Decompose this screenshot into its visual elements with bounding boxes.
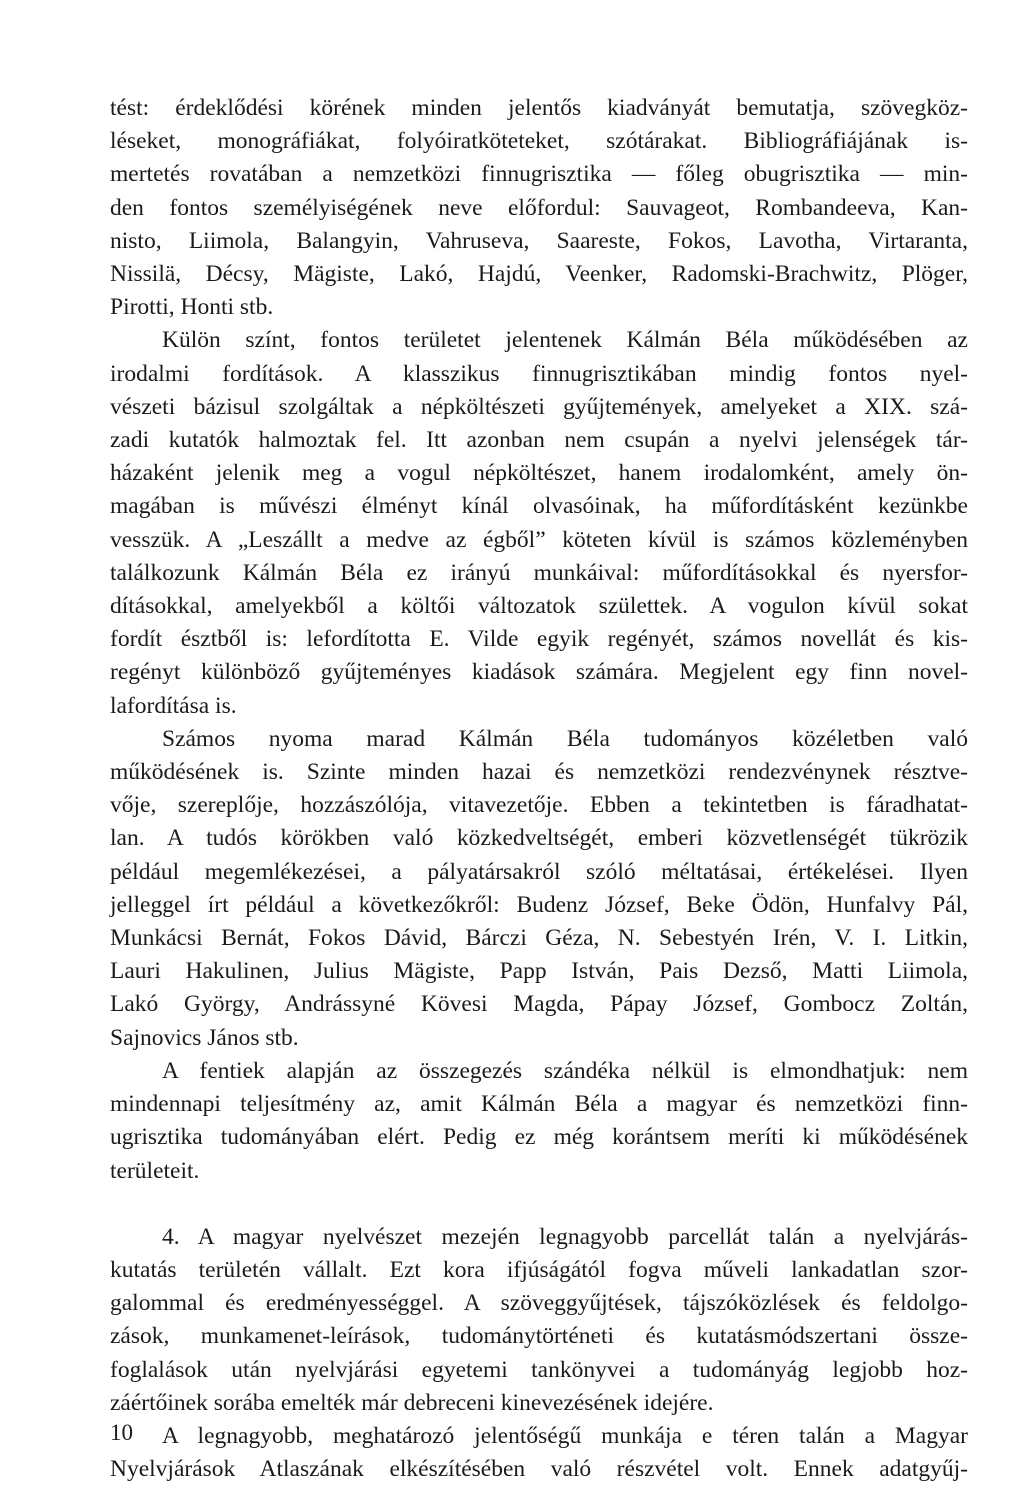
text-line: Nyelvjárások Atlaszának elkészítésében való részvétel volt. Ennek adatgyűj- bbox=[110, 1456, 968, 1483]
text-line: Nissilä, Décsy, Mägiste, Lakó, Hajdú, Veenker, Radomski-Brachwitz, Plöger, bbox=[110, 261, 968, 288]
text-line: tést: érdeklődési körének minden jelentős kiadványát bemutatja, szövegköz- bbox=[110, 95, 968, 121]
text-line: zadi kutatók halmoztak fel. Itt azonban nem csupán a nyelvi jelenségek tár- bbox=[110, 427, 968, 454]
text-line: foglalások után nyelvjárási egyetemi tankönyvei a tudományág legjobb hoz- bbox=[110, 1356, 968, 1383]
text-line: vészeti bázisul szolgáltak a népköltészeti gyűjtemények, amelyeket a XIX. szá- bbox=[110, 393, 968, 420]
text-line: jelleggel írt például a következőkről: Budenz József, Beke Ödön, Hunfalvy Pál, bbox=[110, 891, 968, 918]
text-line: A fentiek alapján az összegezés szándéka nélkül is elmondhatjuk: nem bbox=[162, 1057, 968, 1084]
text-line: A legnagyobb, meghatározó jelentőségű munkája e téren talán a Magyar bbox=[162, 1422, 968, 1449]
text-line: Lakó György, Andrássyné Kövesi Magda, Pápay József, Gombocz Zoltán, bbox=[110, 991, 968, 1018]
text-line: Sajnovics János stb. bbox=[110, 1024, 299, 1051]
text-line: Külön színt, fontos területet jelentenek Kálmán Béla működésében az bbox=[162, 327, 968, 354]
text-line: területeit. bbox=[110, 1157, 200, 1184]
text-line: lan. A tudós körökben való közkedveltségét, emberi közvetlenségét tükrözik bbox=[110, 825, 968, 852]
paragraph-literary-translations bbox=[110, 324, 968, 722]
text-line: kutatás területén vállalt. Ezt kora ifjúságától fogva műveli lankadatlan szor- bbox=[110, 1256, 968, 1283]
text-line: mindennapi teljesítmény az, amit Kálmán Béla a magyar és nemzetközi finn- bbox=[110, 1091, 968, 1118]
text-line: működésének is. Szinte minden hazai és nemzetközi rendezvénynek résztve- bbox=[110, 759, 968, 786]
text-line: Munkácsi Bernát, Fokos Dávid, Bárczi Géza, N. Sebestyén Irén, V. I. Litkin, bbox=[110, 925, 968, 952]
body-text bbox=[110, 92, 968, 1486]
paragraph-public-life bbox=[110, 723, 968, 1055]
text-line: Lauri Hakulinen, Julius Mägiste, Papp István, Pais Dezső, Matti Liimola, bbox=[110, 958, 968, 985]
text-line: Pirotti, Honti stb. bbox=[110, 294, 274, 321]
text-line: zások, munkamenet-leírások, tudománytörténeti és kutatásmódszertani össze- bbox=[110, 1323, 968, 1350]
text-line: mertetés rovatában a nemzetközi finnugrisztika — főleg obugrisztika — min- bbox=[110, 161, 968, 188]
text-line: dításokkal, amelyekből a költői változatok születtek. A vogulon kívül sokat bbox=[110, 593, 968, 620]
text-line: irodalmi fordítások. A klasszikus finnugrisztikában mindig fontos nyel- bbox=[110, 360, 968, 387]
section-gap bbox=[110, 1188, 968, 1221]
text-line: galommal és eredményességgel. A szöveggyűjtések, tájszóközlések és feldolgo- bbox=[110, 1290, 968, 1317]
text-line: fordít észtből is: lefordította E. Vilde egyik regényét, számos novellát és kis- bbox=[110, 626, 968, 653]
text-line: nisto, Liimola, Balangyin, Vahruseva, Saareste, Fokos, Lavotha, Virtaranta, bbox=[110, 227, 968, 254]
text-line: den fontos személyiségének neve előfordul: Sauvageot, Rombandeeva, Kan- bbox=[110, 194, 968, 221]
text-line: magában is művészi élményt kínál olvasóinak, ha műfordításként kezünkbe bbox=[110, 493, 968, 520]
paragraph-summary bbox=[110, 1055, 968, 1188]
text-line: találkozunk Kálmán Béla ez irányú munkáival: műfordításokkal és nyersfor- bbox=[110, 559, 968, 586]
paragraph-bibliography bbox=[110, 92, 968, 324]
text-line: ugrisztika tudományában elért. Pedig ez még korántsem meríti ki működésének bbox=[110, 1124, 968, 1151]
text-line: léseket, monográfiákat, folyóiratköteteket, szótárakat. Bibliográfiájának is- bbox=[110, 128, 968, 155]
text-line: házaként jelenik meg a vogul népköltészet, hanem irodalomként, amely ön- bbox=[110, 460, 968, 487]
text-line: 4. A magyar nyelvészet mezején legnagyobb parcellát talán a nyelvjárás- bbox=[162, 1223, 968, 1250]
text-line: lafordítása is. bbox=[110, 692, 237, 719]
paragraph-section-4-dialectology bbox=[110, 1221, 968, 1420]
text-line: záértőinek sorába emelték már debreceni kinevezésének idejére. bbox=[110, 1389, 714, 1416]
text-line: Számos nyoma marad Kálmán Béla tudományos közéletben való bbox=[162, 725, 968, 752]
text-line: regényt különböző gyűjteményes kiadások számára. Megjelent egy finn novel- bbox=[110, 659, 968, 686]
paragraph-dialect-atlas bbox=[110, 1420, 968, 1486]
text-line: például megemlékezései, a pályatársakról szóló méltatásai, értékelései. Ilyen bbox=[110, 858, 968, 885]
text-line: vője, szereplője, hozzászólója, vitavezetője. Ebben a tekintetben is fáradhatat- bbox=[110, 792, 968, 819]
text-line: vesszük. A „Leszállt a medve az égből” köteten kívül is számos közleményben bbox=[110, 526, 968, 553]
page-number: 10 bbox=[110, 1420, 133, 1445]
